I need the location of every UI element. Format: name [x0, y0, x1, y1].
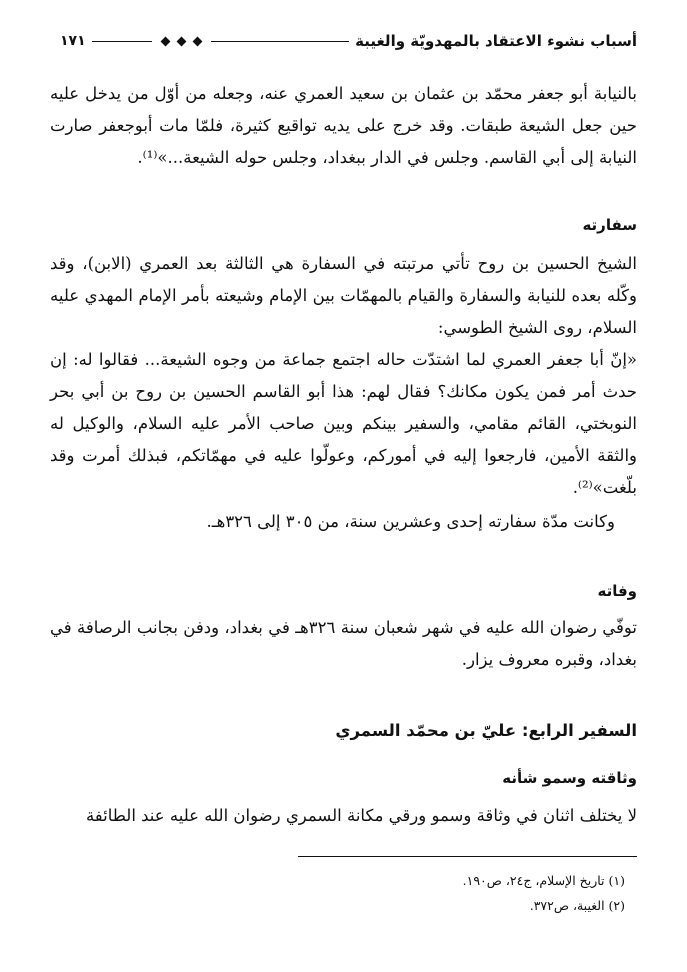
body-text: وكانت مدّة سفارته إحدى وعشرين سنة، من ٣٠٥ إلى ٣٢٦هـ. [206, 512, 615, 531]
header-rule [211, 41, 349, 42]
section-heading: السفير الرابع: عليّ بن محمّد السمري [335, 721, 637, 740]
section-heading-fourth-ambassador [50, 721, 637, 740]
body-text: بالنيابة أبو جعفر محمّد بن عثمان بن سعيد العمري عنه، وجعله من أوّل من يدخل عليه حين جعل الشيعة طبقات. وقد خرج على يديه تواقيع كثيرة، فلمّا مات أبوجعفر صارت النيابة إلى أبي القاسم. وجلس في الدار ببغداد، وجلس حوله الشيعة...»⁽¹⁾. [50, 84, 637, 167]
header-title: أسباب نشوء الاعتقاد بالمهدويّة والغيبة [355, 32, 637, 50]
header-ornament [162, 38, 201, 45]
paragraph-2 [50, 248, 637, 344]
body-text: الشيخ الحسين بن روح تأتي مرتبته في السفارة هي الثالثة بعد العمري (الابن)، وقد وكّله بعده للنيابة والسفارة والقيام بالمهمّات بين الإمام وشيعته بأمر الإمام المهدي عليه السلام، روى الشيخ الطوسي: [50, 254, 637, 337]
paragraph-5 [50, 612, 637, 676]
footnotes [50, 868, 625, 918]
section-heading: وفاته [597, 582, 637, 600]
diamond-icon [160, 36, 170, 46]
diamond-icon [192, 36, 202, 46]
quote-text: «إنّ أبا جعفر العمري لما اشتدّت حاله اجتمع جماعة من وجوه الشيعة... فقالوا له: إن حدث أمر فمن يكون مكانك؟ فقال لهم: هذا أبو القاسم الحسين بن روح بن أبي بحر النوبختي، القائم مقامي، والسفير بينكم وبين صاحب الأمر عليه السلام، والوكيل له والثقة الأمين، فارجعوا إليه في أموركم، وعولّوا عليه في مهمّاتكم، فبذلك أمرت وقد بلّغت»⁽²⁾. [50, 350, 637, 497]
header-rule [92, 41, 152, 42]
paragraph-4 [50, 506, 637, 538]
footnote: (٢) الغيبة، ص٣٧٢. [529, 898, 625, 913]
paragraph-1 [50, 78, 637, 174]
section-heading-safarah [50, 216, 637, 234]
body-text: توفّي رضوان الله عليه في شهر شعبان سنة ٣٢٦هـ في بغداد، ودفن بجانب الرصافة في بغداد، وقبره معروف يزار. [50, 618, 637, 669]
diamond-icon [176, 36, 186, 46]
page-number: ١٧١ [60, 33, 86, 49]
paragraph-6 [50, 800, 637, 832]
section-heading: وثاقته وسمو شأنه [502, 769, 637, 787]
section-heading-wathaqa [50, 769, 637, 787]
section-heading: سفارته [582, 216, 637, 234]
running-header [60, 28, 637, 54]
body-text: لا يختلف اثنان في وثاقة وسمو ورقي مكانة السمري رضوان الله عليه عند الطائفة [85, 806, 637, 825]
quotation [50, 344, 637, 504]
footnote-separator [298, 856, 637, 857]
footnote: (١) تاريخ الإسلام، ج٢٤، ص١٩٠. [462, 873, 625, 888]
section-heading-wafat [50, 582, 637, 600]
